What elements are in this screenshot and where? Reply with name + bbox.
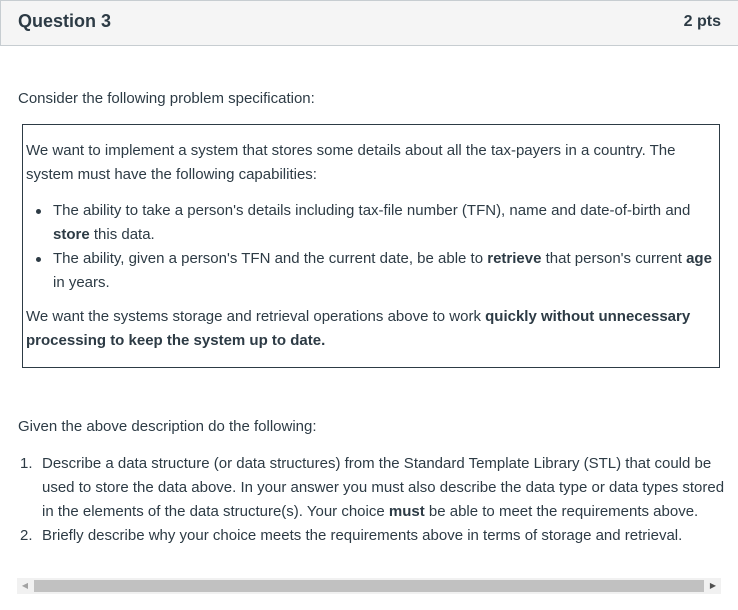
task-list: [20, 452, 725, 548]
capability-item: The ability to take a person's details including tax-file number (TFN), name and date-of-birth and store this data.: [50, 199, 719, 247]
intro-text: Consider the following problem specification:: [18, 90, 315, 107]
scroll-left-arrow-icon[interactable]: ◀: [21, 581, 29, 590]
question-header: [0, 0, 738, 46]
spec-paragraph-2: We want the systems storage and retrieval operations above to work quickly without unnecessary processing to keep the system up to date.: [26, 308, 691, 349]
specification-box: [22, 124, 720, 368]
task-item: 2. Briefly describe why your choice meets the requirements above in terms of storage and retrieval.: [20, 527, 683, 544]
scrollbar-thumb[interactable]: [34, 580, 704, 592]
capabilities-list: [26, 199, 719, 295]
spec-paragraph-1: We want to implement a system that stores some details about all the tax-payers in a country. The system must have the following capabilities:: [26, 142, 676, 183]
question-points: 2 pts: [683, 13, 721, 30]
question-title: Question 3: [18, 11, 112, 31]
given-text: Given the above description do the following:: [18, 418, 317, 435]
scroll-right-arrow-icon[interactable]: ▶: [709, 581, 717, 590]
horizontal-scrollbar[interactable]: [17, 578, 721, 594]
capability-item: The ability, given a person's TFN and the current date, be able to retrieve that person's current age in years.: [50, 247, 719, 295]
task-item: 1. Describe a data structure (or data structures) from the Standard Template Library (STL) that could be used to store the data above. In your answer you must also describe the data type or data types stored in the elements of the data structure(s). Your choice must be able to meet the requirements above.: [20, 455, 725, 520]
